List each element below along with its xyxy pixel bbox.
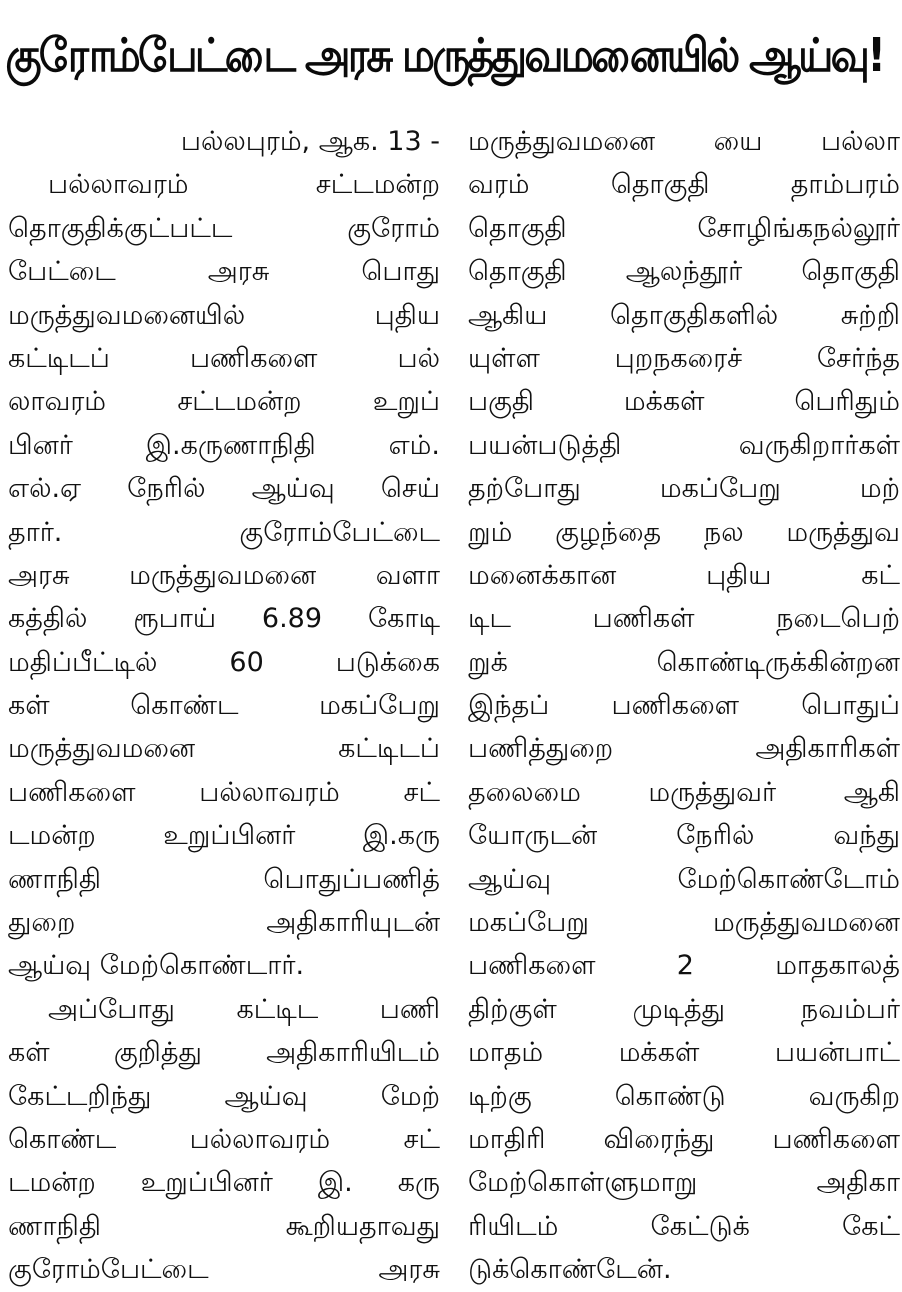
article-line: மகப்பேறு மருத்துவமனை	[468, 907, 900, 939]
article-line: கள் குறித்து அதிகாரியிடம்	[8, 1037, 440, 1069]
article-line: றுக் கொண்டிருக்கின்றன	[468, 646, 900, 678]
article-line: கத்தில் ரூபாய் 6.89 கோடி	[8, 603, 440, 635]
article-line: கேட்டறிந்து ஆய்வு மேற்	[8, 1080, 440, 1112]
article-line: பேட்டை அரசு பொது	[8, 256, 440, 288]
article-line: பகுதி மக்கள் பெரிதும்	[468, 386, 900, 418]
article-line: தொகுதி சோழிங்கநல்லூர்	[468, 212, 900, 244]
article-line: மருத்துவமனையில் புதிய	[8, 299, 440, 331]
article-line: கொண்ட பல்லாவரம் சட்	[8, 1123, 440, 1155]
article-line: மதிப்பீட்டில் 60 படுக்கை	[8, 646, 440, 678]
article-line: கள் கொண்ட மகப்பேறு	[8, 690, 440, 722]
article-line: லாவரம் சட்டமன்ற உறுப்	[8, 386, 440, 418]
article-line: பல்லபுரம், ஆக. 13 -	[180, 126, 440, 157]
article-line: பணிகளை பல்லாவரம் சட்	[8, 776, 440, 808]
article-column-left	[8, 120, 440, 1292]
article-line: யுள்ள புறநகரைச் சேர்ந்த	[468, 342, 900, 374]
article-line: டுக்கொண்டேன்.	[468, 1254, 672, 1286]
article-line: தொகுதிக்குட்பட்ட குரோம்	[8, 212, 440, 244]
article-line: மேற்கொள்ளுமாறு அதிகா	[468, 1167, 900, 1199]
article-line: மனைக்கான புதிய கட்	[468, 559, 900, 591]
article-line: எல்.ஏ நேரில் ஆய்வு செய்	[8, 473, 440, 505]
article-line: ணாநிதி கூறியதாவது	[8, 1210, 440, 1242]
article-line: மாதம் மக்கள் பயன்பாட்	[468, 1037, 900, 1069]
article-line: பணிகளை 2 மாதகாலத்	[468, 950, 900, 982]
article-line: குரோம்பேட்டை அரசு	[8, 1254, 440, 1286]
article-line: டிட பணிகள் நடைபெற்	[468, 603, 900, 635]
article-line: மருத்துவமனை கட்டிடப்	[8, 733, 440, 765]
article-line: டமன்ற உறுப்பினர் இ. கரு	[8, 1167, 440, 1199]
article-line: மருத்துவமனை யை பல்லா	[468, 126, 900, 157]
article-line: யோருடன் நேரில் வந்து	[468, 820, 900, 852]
article-line: பினர் இ.கருணாநிதி எம்.	[8, 429, 440, 461]
article-line: தொகுதி ஆலந்தூர் தொகுதி	[468, 256, 900, 288]
article-line: தற்போது மகப்பேறு மற்	[468, 473, 900, 505]
article-line: டிற்கு கொண்டு வருகிற	[468, 1080, 900, 1112]
article-line: மாதிரி விரைந்து பணிகளை	[468, 1123, 900, 1155]
article-line: ஆய்வு மேற்கொண்டார்.	[8, 950, 305, 982]
article-line: பல்லாவரம் சட்டமன்ற	[48, 169, 440, 201]
article-line: தலைமை மருத்துவர் ஆகி	[468, 776, 900, 808]
headline: குரோம்பேட்டை அரசு மருத்துவமனையில் ஆய்வு!	[5, 28, 884, 82]
article-line: டமன்ற உறுப்பினர் இ.கரு	[8, 820, 440, 852]
article-line: தார். குரோம்பேட்டை	[8, 516, 440, 548]
article-line: திற்குள் முடித்து நவம்பர்	[468, 993, 900, 1025]
article-line: ணாநிதி பொதுப்பணித்	[8, 863, 440, 895]
article-line: பணித்துறை அதிகாரிகள்	[468, 733, 900, 765]
article-line: அரசு மருத்துவமனை வளா	[8, 559, 440, 591]
article-line: பயன்படுத்தி வருகிறார்கள்	[468, 429, 900, 461]
article-line: ஆய்வு மேற்கொண்டோம்	[468, 863, 900, 895]
article-line: கட்டிடப் பணிகளை பல்	[8, 342, 440, 374]
article-line: றும் குழந்தை நல மருத்துவ	[468, 516, 900, 548]
article-line: வரம் தொகுதி தாம்பரம்	[468, 169, 900, 201]
article-line: ஆகிய தொகுதிகளில் சுற்றி	[468, 299, 900, 331]
article-line: துறை அதிகாரியுடன்	[8, 907, 440, 939]
article-line: ரியிடம் கேட்டுக் கேட்	[468, 1210, 900, 1242]
article-line: அப்போது கட்டிட பணி	[48, 993, 440, 1025]
article-column-right	[468, 120, 900, 1292]
article-line: இந்தப் பணிகளை பொதுப்	[468, 690, 900, 722]
